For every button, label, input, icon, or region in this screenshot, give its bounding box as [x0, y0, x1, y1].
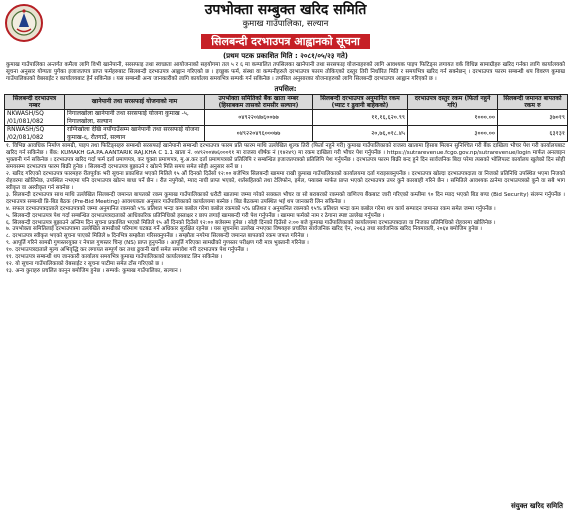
committee-title: उपभोक्ता सम्बुक्त खरिद समिति	[204, 2, 367, 18]
condition-item: ४. सफल दरभाउपत्रदाताले दरभाउपत्रको जम्मा अनुमानित रकमको ५% प्रतिशत भन्दा कम कबोल गरेमा कबोल रकमको ५% प्रतिशत र अनुमानित रकमको १५% प्रतिशत भन्दा कम कबोल गरेमा थप कार्य सम्पादन जमानत रकम समेत जम्मा गर्नुपर्नेछ ।	[6, 205, 496, 212]
condition-item: १. विभिन्न आवधिक निर्माण सामग्री, पाइप तथा फिटिङ्सहरु सम्बन्धी सरसफाई खानेपानी सम्बन्धी दरभाउपत्र फारम प्रति फारम माथि उल्लेखित शुल्क तिरी (फिर्ता नहुने गरी) कुमाख गाउँपालिकाको राजस्व खातामा हिसाब मिलान सुनिश्चित गरी बैंक दाखिला भौचर पेश गरी कार्यालयबाट खरिद गर्न सकिनेछ । बैंक: KUMAKH GA.PA.AANTARIK RAJ.KHA C 1.1 खाता नं. ०४९२००४७६०००११ मा राजस्व शीर्षक नं (१४२४९) मा रकम दाखिला गरी भौचर पेश गर्नुपर्नेछ । https://sutrarevenue.fcgo.gov.np/sutrarevenue/login मार्फत अनलाइन भुक्तानी गर्न सकिनेछ । दरभाउपत्र खरिद गर्दा फर्म दर्ता प्रमाणपत्र, कर चुक्ता प्रमाणपत्र, मु.अ.कर दर्ता प्रमाणपत्रको प्रतिलिपि र सम्बन्धित इजाजतपत्रको प्रतिलिपि पेश गर्नुपर्नेछ । दरभाउपत्र फारम बिक्री बन्द हुने दिन सार्वजनिक बिदा परेमा त्यसको भोलिपल्ट कार्यालय खुलेको दिन सोही समयसम्म दरभाउपत्र फारम बिक्री हुनेछ । सिलबन्दी दरभाउपत्र बुझाउने र खोल्ने मिति समय समेत सोही अनुसार सर्ने छ ।	[6, 143, 565, 170]
condition-item: १३. अन्य कुराहरु प्रचलित कानुन बमोजिम हुनेछ । सम्पर्क: कुमाख गाउँपालिका, सल्यान ।	[6, 268, 182, 275]
bid-table	[4, 94, 568, 142]
col-fee: दरभाउपत्र दस्तुर रकम (फिर्ता नहुने गरि)	[408, 94, 498, 110]
estimate-amount: ११,१६,६२०.९९	[313, 110, 408, 126]
municipality-name: कुमाख गाउँपालिका, सल्यान	[242, 19, 329, 29]
bid-no: NKWASH/SQ /01/081/082	[5, 110, 65, 126]
table-header-row	[5, 94, 568, 110]
condition-item: १२. यो सूचना गाउँपालिकाको वेबसाईट र सूचना पाटीमा समेत टाँस गरिएको छ ।	[6, 261, 163, 268]
condition-item: ८. दरभाउपत्र स्वीकृत भएको सूचना पाएको मितिले ७ दिनभित्र सम्झौता गरिसक्नुपर्नेछ । सम्झौता नगरेमा सिलबन्दी जमानत बापतको रकम जफत गरिनेछ ।	[6, 233, 309, 240]
notice-page	[0, 1, 571, 514]
security-amount: ६३१३१	[498, 126, 568, 142]
condition-item: ९. आपूर्ति गरिने सामग्री गुणस्तरयुक्त र नेपाल गुणस्तर चिन्ह (NS) प्राप्त हुनुपर्नेछ । आपूर्ति गरिएका सामग्रीको गुणस्तर परीक्षण गरी मात्र भुक्तानी गरिनेछ ।	[6, 240, 309, 247]
condition-item: ३. सिलबन्दी दरभाउपत्र साथ माथि उल्लेखित सिलबन्दी जमानत बापतको रकम कुमाख गाउँपालिकाको धरौटी खातामा जम्मा गरेको सक्कल भौचर वा सो बराबरको रकमको वाणिज्य बैंकबाट जारी गरिएको कम्तीमा ९० दिन म्याद भएको बिड बण्ड (Bid Security) संलग्न गर्नुपर्नेछ । दरभाउपत्र सम्बन्धी प्रि-बिड बैठक (Pre-Bid Meeting) आवश्यकता अनुसार गाउँपालिकाको कार्यालयमा बस्नेछ । बिड बैठकमा उपस्थित भई थप जानकारी लिन सकिनेछ ।	[6, 191, 565, 205]
notice-header	[2, 1, 569, 61]
account-no: ०४९२२०४९६०००७७	[205, 126, 313, 142]
condition-item: ७. उपभोक्ता समितिलाई दरभाउपत्रमा उल्लेखित सामग्रीको परिमाण घटबढ गर्ने अधिकार सुरक्षित रहनेछ । यस सूचनामा उल्लेख नभएका विषयहरु प्रचलित सार्वजनिक खरिद ऐन, २०६३ तथा सार्वजनिक खरिद नियमावली, २०६४ बमोजिम हुनेछ ।	[6, 226, 482, 233]
conditions-list	[6, 143, 565, 275]
condition-item: ६. सिलबन्दी दरभाउपत्र बुझाउने अन्तिम दिन सूचना प्रकाशित भएको मितिले १५ औं दिनको दिउँसो १२:०० बजेसम्म हुनेछ । सोही दिनको दिउँसो २:०० बजे कुमाख गाउँपालिकाको कार्यालयमा दरभाउपत्रदाता वा निजका प्रतिनिधिको रोहवरमा खोलिनेछ ।	[6, 219, 496, 226]
col-security: सिलबन्दी जमानत बापतको रकम रु	[498, 94, 568, 110]
fee-amount: १०००.००	[408, 110, 498, 126]
nepal-emblem-icon	[4, 3, 44, 43]
table-row	[5, 126, 568, 142]
notice-title-banner: सिलबन्दी दरभाउपत्र आह्वानको सूचना	[201, 34, 370, 49]
col-account-no: उपभोक्ता समितिको बैंक खाता नम्बर (हिसाबकम तासको रामसीर सल्यान)	[205, 94, 313, 110]
condition-item: ५. सिलबन्दी दरभाउपत्र पेश गर्दा सम्बन्धित दरभाउपत्रदाताको आधिकारिक प्रतिनिधिको हस्ताक्षर र छाप लगाई खामबन्दी गरी पेश गर्नुपर्नेछ । खाममा फर्मको नाम र ठेगाना स्पष्ट उल्लेख गर्नुपर्नेछ ।	[6, 212, 385, 219]
bid-no: RNWASH/SQ /02/081/082	[5, 126, 65, 142]
security-amount: ३७०१९	[498, 110, 568, 126]
estimate-amount: २०,७६,०१८.४५	[313, 126, 408, 142]
scheme-name: राग्निखोला देखि नयाँगाउँसम्म खानेपानी तथा सरसफाई योजना कुमाख-६, रौतगाउँ, सल्यान	[65, 126, 205, 142]
publish-date: (प्रथम पटक प्रकाशित मिति : २०८१/०५/२३ गते)	[222, 52, 349, 60]
table-row	[5, 110, 568, 126]
signature-block: संयुक्त खरिद समिति	[510, 502, 563, 510]
condition-item: २. खरिद गरिएको दरभाउपत्र फारमहरु रीतपूर्वक भरी सूचना प्रकाशित भएको मितिले १५ औं दिनको दिउँसो १२:०० बजेभित्र सिलबन्दी खाममा राखी कुमाख गाउँपालिकाको कार्यालयमा दर्ता गराइसक्नुपर्नेछ । दरभाउपत्र खोल्दा दरभाउपत्रदाता वा निजको प्रतिनिधि उपस्थित भएमा निजको रोहवरमा खोलिनेछ, उपस्थित नभएमा पनि दरभाउपत्र खोल्न बाधा पर्ने छैन । रीत नपुगेको, म्याद नाघी प्राप्त भएको, शर्तसहितको तथा टेलिफोन, इमेल, फ्याक्स मार्फत प्राप्त भएको दरभाउपत्र उपर कुनै कारबाही गरिने छैन । समितिले आवश्यक ठानेमा दरभाउपत्रको कुनै वा सबै भाग स्वीकृत वा अस्वीकृत गर्न सक्नेछ ।	[6, 170, 565, 191]
col-estimate: सिलबन्दी दरभाउपत्र अनुमानित रकम (भ्याट र ढुवानी बाहेकको)	[313, 94, 408, 110]
schedule-label: तपसिल:	[274, 84, 297, 93]
col-bid-no: सिलबन्दी दरभाउपत्र नम्बर	[5, 94, 65, 110]
intro-paragraph: कुमाख गाउँपालिका अन्तर्गत कमैला लागि विभी खानेपानी, सरसफाइ तथा स्वच्छता आयोजनाको सहयोगमा तल ५ र ६ मा कम्पालित तपसिलका खानेपानी तथा सरसफाइ योजनाहरुको लागि आवश्यक पाइप फिटिङ्स लगायत वर्क विधिन्न सामाग्रीहरु खरिद गर्नका लागि कार्यालयको सूचना अनुसार योग्यता पुगेका इजाजतपत्र प्राप्त फर्महरुबाट सिलबन्दी दरभाउपत्र आह्वान गरिएको छ । इच्छुक फर्म, संस्था वा कम्पनीहरुले दरभाउपत्र फारम तोकिएको दस्तुर तिरी निर्धारित मिति र समयभित्र खरिद गर्न सक्नेछन् । दरभाउपत्र फारम सम्बन्धी थप विवरण कुमाख गाउँपालिकाको वेबसाईट र कार्यालयबाट हेर्न सकिनेछ । यस सम्बन्धी अन्य जानकारीको लागि कार्यालय समयभित्र सम्पर्क गर्न सकिनेछ । तपसिल अनुसारका योजनाहरुको लागि सिलबन्दी दरभाउपत्र आह्वान गरिएको छ ।	[6, 62, 565, 83]
scheme-name: निगालखोला खानेपानी तथा सरसफाई योजना कुमाख -५, निगालखोला, सल्यान	[65, 110, 205, 126]
fee-amount: ३०००.००	[408, 126, 498, 142]
col-scheme-name: खानेपानी तथा सरसफाई योजनाको नाम	[65, 94, 205, 110]
condition-item: ११. दरभाउपत्र सम्बन्धी थप जानकारी कार्यालय समयभित्र कुमाख गाउँपालिकाको कार्यालयबाट लिन सकिनेछ ।	[6, 254, 223, 261]
condition-item: १०. दरभाउपत्रदाताले मूल्य अभिवृद्धि कर लगायत सम्पूर्ण कर तथा ढुवानी खर्च समेत समावेश गरी दरभाउपत्र पेश गर्नुपर्नेछ ।	[6, 247, 248, 254]
account-no: ०४९२२०४७६००७७	[205, 110, 313, 126]
